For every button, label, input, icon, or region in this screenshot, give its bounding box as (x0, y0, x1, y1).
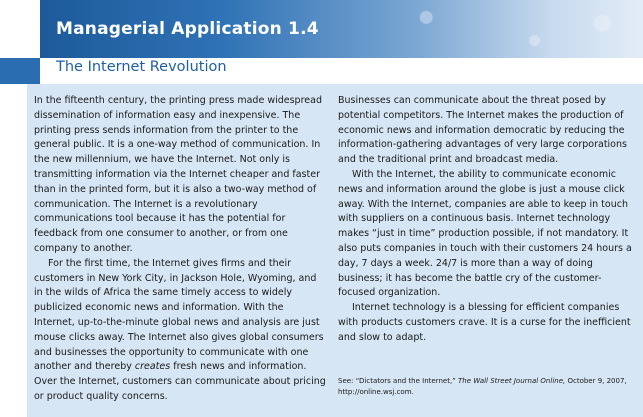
emphasis-word: creates (134, 361, 171, 373)
source-publication: The Wall Street Journal Online, (458, 377, 566, 385)
left-paragraph-2 (34, 257, 326, 405)
right-paragraph-3: Internet technology is a blessing for efficient companies with products customers crave. It is a curse for the inefficient and slow to adapt. (338, 302, 631, 343)
left-paragraph-1: In the fifteenth century, the printing press made widespread dissemination of information easy and inexpensive. The printing press sends information from the printer to the general public. It is a one-way method of communication. In the new millennium, we have the Internet. Not only is transmitting information via the Internet cheaper and faster than in the printed form, but it is also a two-way method of communication. The Internet is a revolutionary communications tool because it has the potential for feedback from one consumer to another, or from one company to another. (34, 95, 322, 254)
right-paragraph-1: Businesses can communicate about the threat posed by potential competitors. The Internet makes the production of economic news and information democratic by reducing the information-gathering advantages of very large corporations and the traditional print and broadcast media. (338, 95, 627, 166)
left-paragraph-2-end: fresh news and information. Over the Internet, customers can communicate about pricing or product quality concerns. (34, 361, 326, 402)
source-prefix: See: “Dictators and the Internet,” (338, 377, 459, 385)
right-paragraph-2: With the Internet, the ability to communicate economic news and information around the globe is just a mouse click away. With the Internet, companies are able to keep in touch with suppliers on a continuous basis. Internet technology makes “just in time” production possible, if not mandatory. It also puts companies in touch with their customers 24 hours a day, 7 days a week. 24/7 is more than a way of doing business; it has become the battle cry of the customer-focused organization. (338, 168, 632, 299)
left-paragraph-2-start: For the first time, the Internet gives firms and their customers in New York City, in Jackson Hole, Wyoming, and in the wilds of Africa the same timely access to widely publicized economic news and information. With the Internet, up-to-the-minute global news and analysis are just mouse clicks away. The Internet also gives global consumers and businesses the opportunity to communicate with one another and thereby (34, 257, 324, 373)
box-subtitle: The Internet Revolution (56, 59, 227, 75)
right-column (338, 94, 636, 346)
source-citation (338, 376, 638, 398)
source-suffix: October 9, 2007, http://online.wsj.com. (338, 377, 627, 396)
left-column (34, 94, 326, 405)
box-title: Managerial Application 1.4 (56, 19, 319, 39)
accent-block (0, 58, 40, 84)
